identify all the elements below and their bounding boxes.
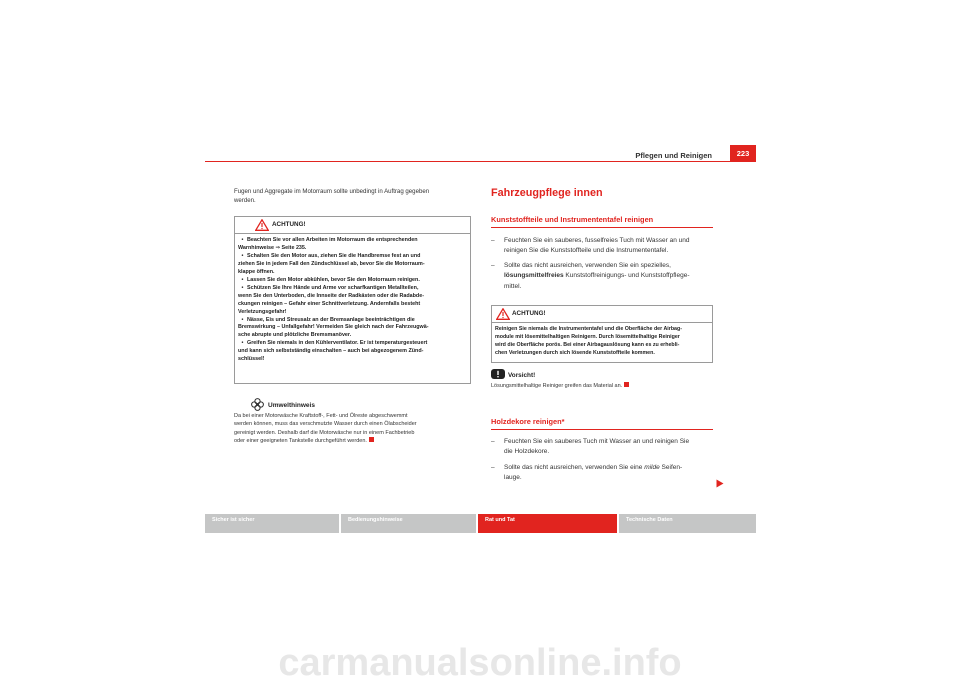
warning-triangle-icon: [255, 219, 269, 231]
instruction-step: – Feuchten Sie ein sauberes Tuch mit Wasser an und reinigen Sie die Holzdekore.: [491, 438, 690, 456]
warning-header: [492, 306, 712, 323]
warning-item: • Schützen Sie Ihre Hände und Arme vor scharfkantigen Metallteilen, wenn Sie den Unterboden, die Innseite der Radkästen oder die Radabde- ckungen reinigen – Gefahr einer Schnittverletzung. Andernfalls besteht Verletzungsgefahr!: [238, 284, 425, 315]
header-rule: [205, 161, 756, 162]
warning-item: • Nässe, Eis und Streusalz an der Bremsanlage beeinträchtigen die Bremswirkung – Unfallgefahr! Vermeiden Sie gleich nach der Fahrzeugwä- sche abrupte und plötzliche Bremsmanöver.: [238, 316, 429, 339]
warning-item: • Greifen Sie niemals in den Kühlerventilator. Er ist temperaturgesteuert und kann sich selbstständig einschalten – auch bei abgezogenem Zünd- schlüssel!: [238, 340, 428, 363]
footer-tab-rat-und-tat[interactable]: Rat und Tat: [478, 514, 617, 533]
warning-box-left: [234, 216, 471, 384]
end-mark-icon: [624, 382, 629, 387]
footer-tab-technische-daten[interactable]: Technische Daten: [619, 514, 756, 533]
page-header-title: Pflegen und Reinigen: [635, 151, 712, 160]
intro-paragraph: Fugen und Aggregate im Motorraum sollte unbedingt in Auftrag gegeben werden.: [234, 188, 430, 204]
continue-arrow-icon[interactable]: [716, 479, 724, 488]
footer-tab-bedienung[interactable]: Bedienungshinweise: [341, 514, 476, 533]
warning-box-right: [491, 305, 713, 363]
section-heading-plastic: Kunststoffteile und Instrumententafel reinigen: [491, 215, 654, 224]
warning-triangle-icon: [496, 308, 510, 320]
section-rule: [491, 429, 713, 430]
warning-title: ACHTUNG!: [272, 221, 306, 228]
environment-flower-icon: [250, 397, 265, 412]
instruction-step: – Feuchten Sie ein sauberes, fusselfreies Tuch mit Wasser an und reinigen Sie die Kunststoffteile und die Instrumententafel.: [491, 237, 690, 255]
warning-item: • Lassen Sie den Motor abkühlen, bevor Sie den Motorraum reinigen.: [241, 276, 420, 283]
section-rule: [491, 227, 713, 228]
environment-title: Umwelthinweis: [268, 402, 315, 409]
footer-tab-sicher[interactable]: Sicher ist sicher: [205, 514, 339, 533]
end-mark-icon: [369, 437, 374, 442]
section-heading-wood: Holzdekore reinigen*: [491, 417, 565, 426]
caution-exclamation-icon: [491, 369, 505, 379]
warning-item: • Schalten Sie den Motor aus, ziehen Sie die Handbremse fest an und ziehen Sie in jedem Fall den Zündschlüssel ab, bevor Sie die Motorraum- klappe öffnen.: [238, 252, 425, 275]
caution-text: Lösungsmittelhaltige Reiniger greifen das Material an.: [491, 382, 713, 390]
warning-item: • Beachten Sie vor allen Arbeiten im Motorraum die entsprechenden Warnhinweise ⇒ Seite 235.: [238, 237, 418, 251]
page-number: 223: [730, 145, 756, 161]
warning-header: [235, 217, 470, 234]
warning-text: Reinigen Sie niemals die Instrumententafel und die Oberfläche der Airbag- module mit lösemittelhaltigen Reinigern. Durch lösemittelhaltige Reiniger wird die Oberfläche porös. Bei einer Airbagauslösung kann es zu erhebli- chen Verletzungen durch sich lösende Kunststoffteile kommen.: [495, 326, 682, 356]
environment-text: Da bei einer Motorwäsche Kraftstoff-, Fett- und Ölreste abgeschwemmt werden können, muss das verschmutzte Wasser durch einen Ölabscheider gereinigt werden. Deshalb darf die Motorwäsche nur in einem Fachbetrieb oder einer geeigneten Tankstelle durchgeführt werden.: [234, 413, 417, 444]
instruction-step: – Sollte das nicht ausreichen, verwenden Sie ein spezielles, lösungsmittelfreies Kunststoffreinigungs- und Kunststoffpflege- mittel.: [491, 262, 690, 290]
instruction-step: – Sollte das nicht ausreichen, verwenden Sie eine milde Seifen- lauge.: [491, 464, 683, 482]
watermark: carmanualsonline.info: [278, 642, 682, 684]
warning-title: ACHTUNG!: [512, 310, 546, 317]
caution-title: Vorsicht!: [508, 372, 536, 379]
main-heading: Fahrzeugpflege innen: [491, 187, 603, 199]
